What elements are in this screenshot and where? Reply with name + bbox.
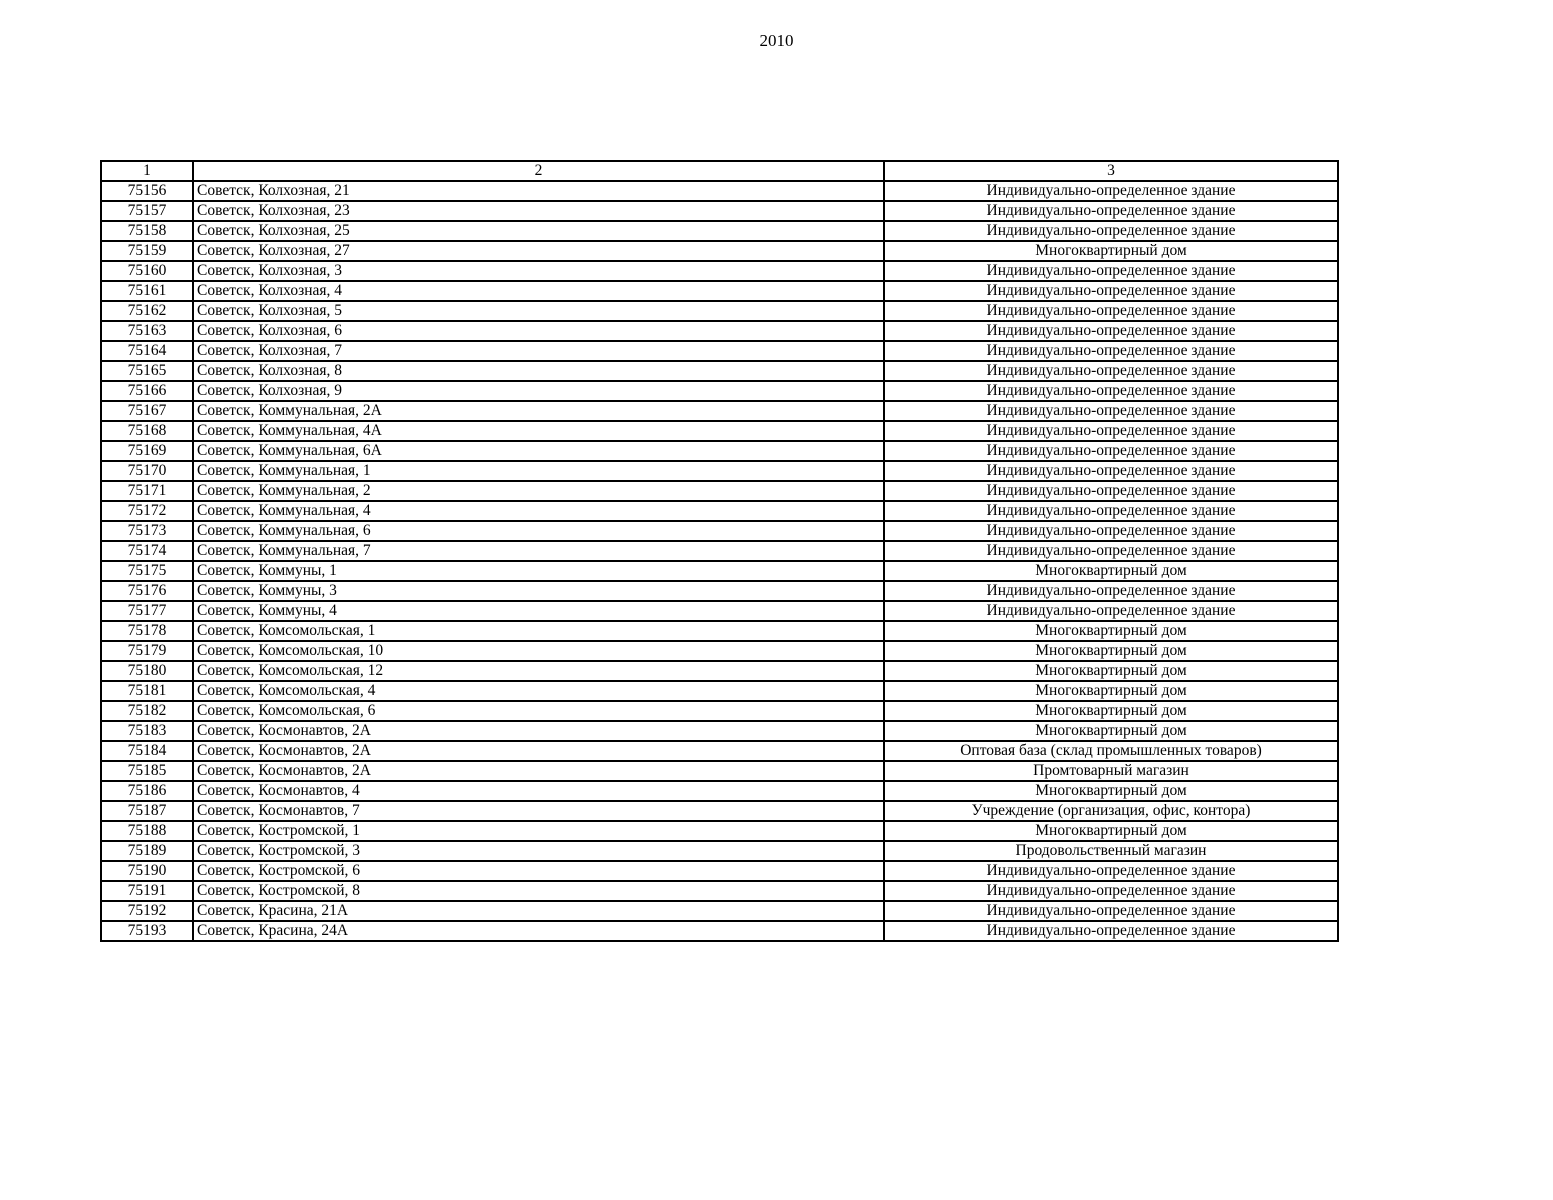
address-cell: Советск, Колхозная, 23	[193, 201, 884, 221]
address-cell: Советск, Колхозная, 5	[193, 301, 884, 321]
row-number-cell: 75164	[101, 341, 193, 361]
table-row	[101, 801, 1338, 821]
object-type-cell: Индивидуально-определенное здание	[884, 521, 1338, 541]
address-cell: Советск, Коммуны, 3	[193, 581, 884, 601]
object-type-cell: Индивидуально-определенное здание	[884, 201, 1338, 221]
object-type-cell: Продовольственный магазин	[884, 841, 1338, 861]
table-row	[101, 601, 1338, 621]
table-header-row	[101, 161, 1338, 181]
table-row	[101, 361, 1338, 381]
object-type-cell: Индивидуально-определенное здание	[884, 381, 1338, 401]
object-type-cell: Индивидуально-определенное здание	[884, 321, 1338, 341]
row-number-cell: 75162	[101, 301, 193, 321]
row-number-cell: 75192	[101, 901, 193, 921]
table-row	[101, 661, 1338, 681]
row-number-cell: 75186	[101, 781, 193, 801]
row-number-cell: 75159	[101, 241, 193, 261]
table-row	[101, 241, 1338, 261]
address-cell: Советск, Комсомольская, 6	[193, 701, 884, 721]
address-cell: Советск, Колхозная, 21	[193, 181, 884, 201]
row-number-cell: 75180	[101, 661, 193, 681]
object-type-cell: Многоквартирный дом	[884, 781, 1338, 801]
table-row	[101, 481, 1338, 501]
row-number-cell: 75163	[101, 321, 193, 341]
table-row	[101, 781, 1338, 801]
address-cell: Советск, Космонавтов, 2А	[193, 721, 884, 741]
row-number-cell: 75187	[101, 801, 193, 821]
object-type-cell: Индивидуально-определенное здание	[884, 441, 1338, 461]
row-number-cell: 75161	[101, 281, 193, 301]
row-number-cell: 75179	[101, 641, 193, 661]
address-cell: Советск, Колхозная, 27	[193, 241, 884, 261]
table-row	[101, 501, 1338, 521]
address-cell: Советск, Костромской, 6	[193, 861, 884, 881]
address-cell: Советск, Космонавтов, 2А	[193, 761, 884, 781]
table-row	[101, 401, 1338, 421]
address-cell: Советск, Костромской, 3	[193, 841, 884, 861]
header-cell-1: 1	[101, 161, 193, 181]
object-type-cell: Индивидуально-определенное здание	[884, 221, 1338, 241]
address-cell: Советск, Космонавтов, 7	[193, 801, 884, 821]
object-type-cell: Индивидуально-определенное здание	[884, 181, 1338, 201]
table-row	[101, 441, 1338, 461]
table-row	[101, 901, 1338, 921]
table-row	[101, 521, 1338, 541]
row-number-cell: 75191	[101, 881, 193, 901]
table-row	[101, 261, 1338, 281]
object-type-cell: Индивидуально-определенное здание	[884, 301, 1338, 321]
table-row	[101, 721, 1338, 741]
table-row	[101, 921, 1338, 941]
row-number-cell: 75182	[101, 701, 193, 721]
address-cell: Советск, Красина, 24А	[193, 921, 884, 941]
address-cell: Советск, Комсомольская, 1	[193, 621, 884, 641]
row-number-cell: 75185	[101, 761, 193, 781]
table-row	[101, 761, 1338, 781]
row-number-cell: 75188	[101, 821, 193, 841]
table-row	[101, 681, 1338, 701]
table-row	[101, 181, 1338, 201]
address-cell: Советск, Колхозная, 6	[193, 321, 884, 341]
row-number-cell: 75158	[101, 221, 193, 241]
row-number-cell: 75168	[101, 421, 193, 441]
address-cell: Советск, Костромской, 1	[193, 821, 884, 841]
object-type-cell: Учреждение (организация, офис, контора)	[884, 801, 1338, 821]
row-number-cell: 75184	[101, 741, 193, 761]
address-cell: Советск, Коммунальная, 7	[193, 541, 884, 561]
address-cell: Советск, Колхозная, 9	[193, 381, 884, 401]
object-type-cell: Индивидуально-определенное здание	[884, 861, 1338, 881]
table-body	[101, 181, 1338, 941]
object-type-cell: Индивидуально-определенное здание	[884, 401, 1338, 421]
object-type-cell: Многоквартирный дом	[884, 241, 1338, 261]
row-number-cell: 75175	[101, 561, 193, 581]
row-number-cell: 75157	[101, 201, 193, 221]
object-type-cell: Индивидуально-определенное здание	[884, 361, 1338, 381]
row-number-cell: 75171	[101, 481, 193, 501]
table-row	[101, 821, 1338, 841]
table-row	[101, 381, 1338, 401]
object-type-cell: Индивидуально-определенное здание	[884, 461, 1338, 481]
table-row	[101, 301, 1338, 321]
address-cell: Советск, Колхозная, 25	[193, 221, 884, 241]
table-row	[101, 461, 1338, 481]
row-number-cell: 75177	[101, 601, 193, 621]
table-row	[101, 741, 1338, 761]
object-type-cell: Многоквартирный дом	[884, 701, 1338, 721]
table-row	[101, 421, 1338, 441]
table-row	[101, 201, 1338, 221]
address-cell: Советск, Костромской, 8	[193, 881, 884, 901]
address-cell: Советск, Коммунальная, 2А	[193, 401, 884, 421]
address-cell: Советск, Коммунальная, 1	[193, 461, 884, 481]
table-row	[101, 861, 1338, 881]
table-row	[101, 221, 1338, 241]
header-cell-3: 3	[884, 161, 1338, 181]
address-cell: Советск, Колхозная, 7	[193, 341, 884, 361]
object-type-cell: Многоквартирный дом	[884, 641, 1338, 661]
object-type-cell: Промтоварный магазин	[884, 761, 1338, 781]
table-row	[101, 321, 1338, 341]
address-cell: Советск, Коммунальная, 4	[193, 501, 884, 521]
row-number-cell: 75193	[101, 921, 193, 941]
row-number-cell: 75190	[101, 861, 193, 881]
header-cell-2: 2	[193, 161, 884, 181]
object-type-cell: Многоквартирный дом	[884, 821, 1338, 841]
row-number-cell: 75160	[101, 261, 193, 281]
row-number-cell: 75169	[101, 441, 193, 461]
address-cell: Советск, Коммуны, 1	[193, 561, 884, 581]
object-type-cell: Индивидуально-определенное здание	[884, 901, 1338, 921]
table-row	[101, 881, 1338, 901]
row-number-cell: 75176	[101, 581, 193, 601]
address-cell: Советск, Коммунальная, 4А	[193, 421, 884, 441]
address-cell: Советск, Комсомольская, 12	[193, 661, 884, 681]
table-row	[101, 541, 1338, 561]
table-row	[101, 581, 1338, 601]
table-row	[101, 561, 1338, 581]
address-cell: Советск, Коммунальная, 2	[193, 481, 884, 501]
row-number-cell: 75167	[101, 401, 193, 421]
object-type-cell: Многоквартирный дом	[884, 561, 1338, 581]
table-row	[101, 621, 1338, 641]
address-cell: Советск, Красина, 21А	[193, 901, 884, 921]
row-number-cell: 75174	[101, 541, 193, 561]
object-type-cell: Многоквартирный дом	[884, 621, 1338, 641]
object-type-cell: Многоквартирный дом	[884, 661, 1338, 681]
row-number-cell: 75170	[101, 461, 193, 481]
object-type-cell: Индивидуально-определенное здание	[884, 341, 1338, 361]
address-cell: Советск, Коммунальная, 6	[193, 521, 884, 541]
object-type-cell: Индивидуально-определенное здание	[884, 261, 1338, 281]
object-type-cell: Оптовая база (склад промышленных товаров)	[884, 741, 1338, 761]
row-number-cell: 75178	[101, 621, 193, 641]
object-type-cell: Индивидуально-определенное здание	[884, 881, 1338, 901]
address-cell: Советск, Коммуны, 4	[193, 601, 884, 621]
object-type-cell: Индивидуально-определенное здание	[884, 601, 1338, 621]
object-type-cell: Многоквартирный дом	[884, 721, 1338, 741]
object-type-cell: Индивидуально-определенное здание	[884, 581, 1338, 601]
object-type-cell: Индивидуально-определенное здание	[884, 541, 1338, 561]
table-row	[101, 641, 1338, 661]
table-row	[101, 281, 1338, 301]
object-type-cell: Индивидуально-определенное здание	[884, 281, 1338, 301]
row-number-cell: 75183	[101, 721, 193, 741]
address-cell: Советск, Космонавтов, 2А	[193, 741, 884, 761]
address-cell: Советск, Комсомольская, 4	[193, 681, 884, 701]
row-number-cell: 75166	[101, 381, 193, 401]
address-cell: Советск, Коммунальная, 6А	[193, 441, 884, 461]
address-cell: Советск, Колхозная, 4	[193, 281, 884, 301]
row-number-cell: 75181	[101, 681, 193, 701]
object-type-cell: Многоквартирный дом	[884, 681, 1338, 701]
table-row	[101, 341, 1338, 361]
address-cell: Советск, Колхозная, 3	[193, 261, 884, 281]
table-row	[101, 841, 1338, 861]
address-cell: Советск, Колхозная, 8	[193, 361, 884, 381]
row-number-cell: 75173	[101, 521, 193, 541]
object-type-cell: Индивидуально-определенное здание	[884, 421, 1338, 441]
address-cell: Советск, Комсомольская, 10	[193, 641, 884, 661]
property-register-table	[100, 160, 1339, 942]
row-number-cell: 75165	[101, 361, 193, 381]
object-type-cell: Индивидуально-определенное здание	[884, 921, 1338, 941]
object-type-cell: Индивидуально-определенное здание	[884, 501, 1338, 521]
object-type-cell: Индивидуально-определенное здание	[884, 481, 1338, 501]
table-row	[101, 701, 1338, 721]
row-number-cell: 75172	[101, 501, 193, 521]
row-number-cell: 75156	[101, 181, 193, 201]
row-number-cell: 75189	[101, 841, 193, 861]
page-number: 2010	[759, 31, 794, 50]
address-cell: Советск, Космонавтов, 4	[193, 781, 884, 801]
